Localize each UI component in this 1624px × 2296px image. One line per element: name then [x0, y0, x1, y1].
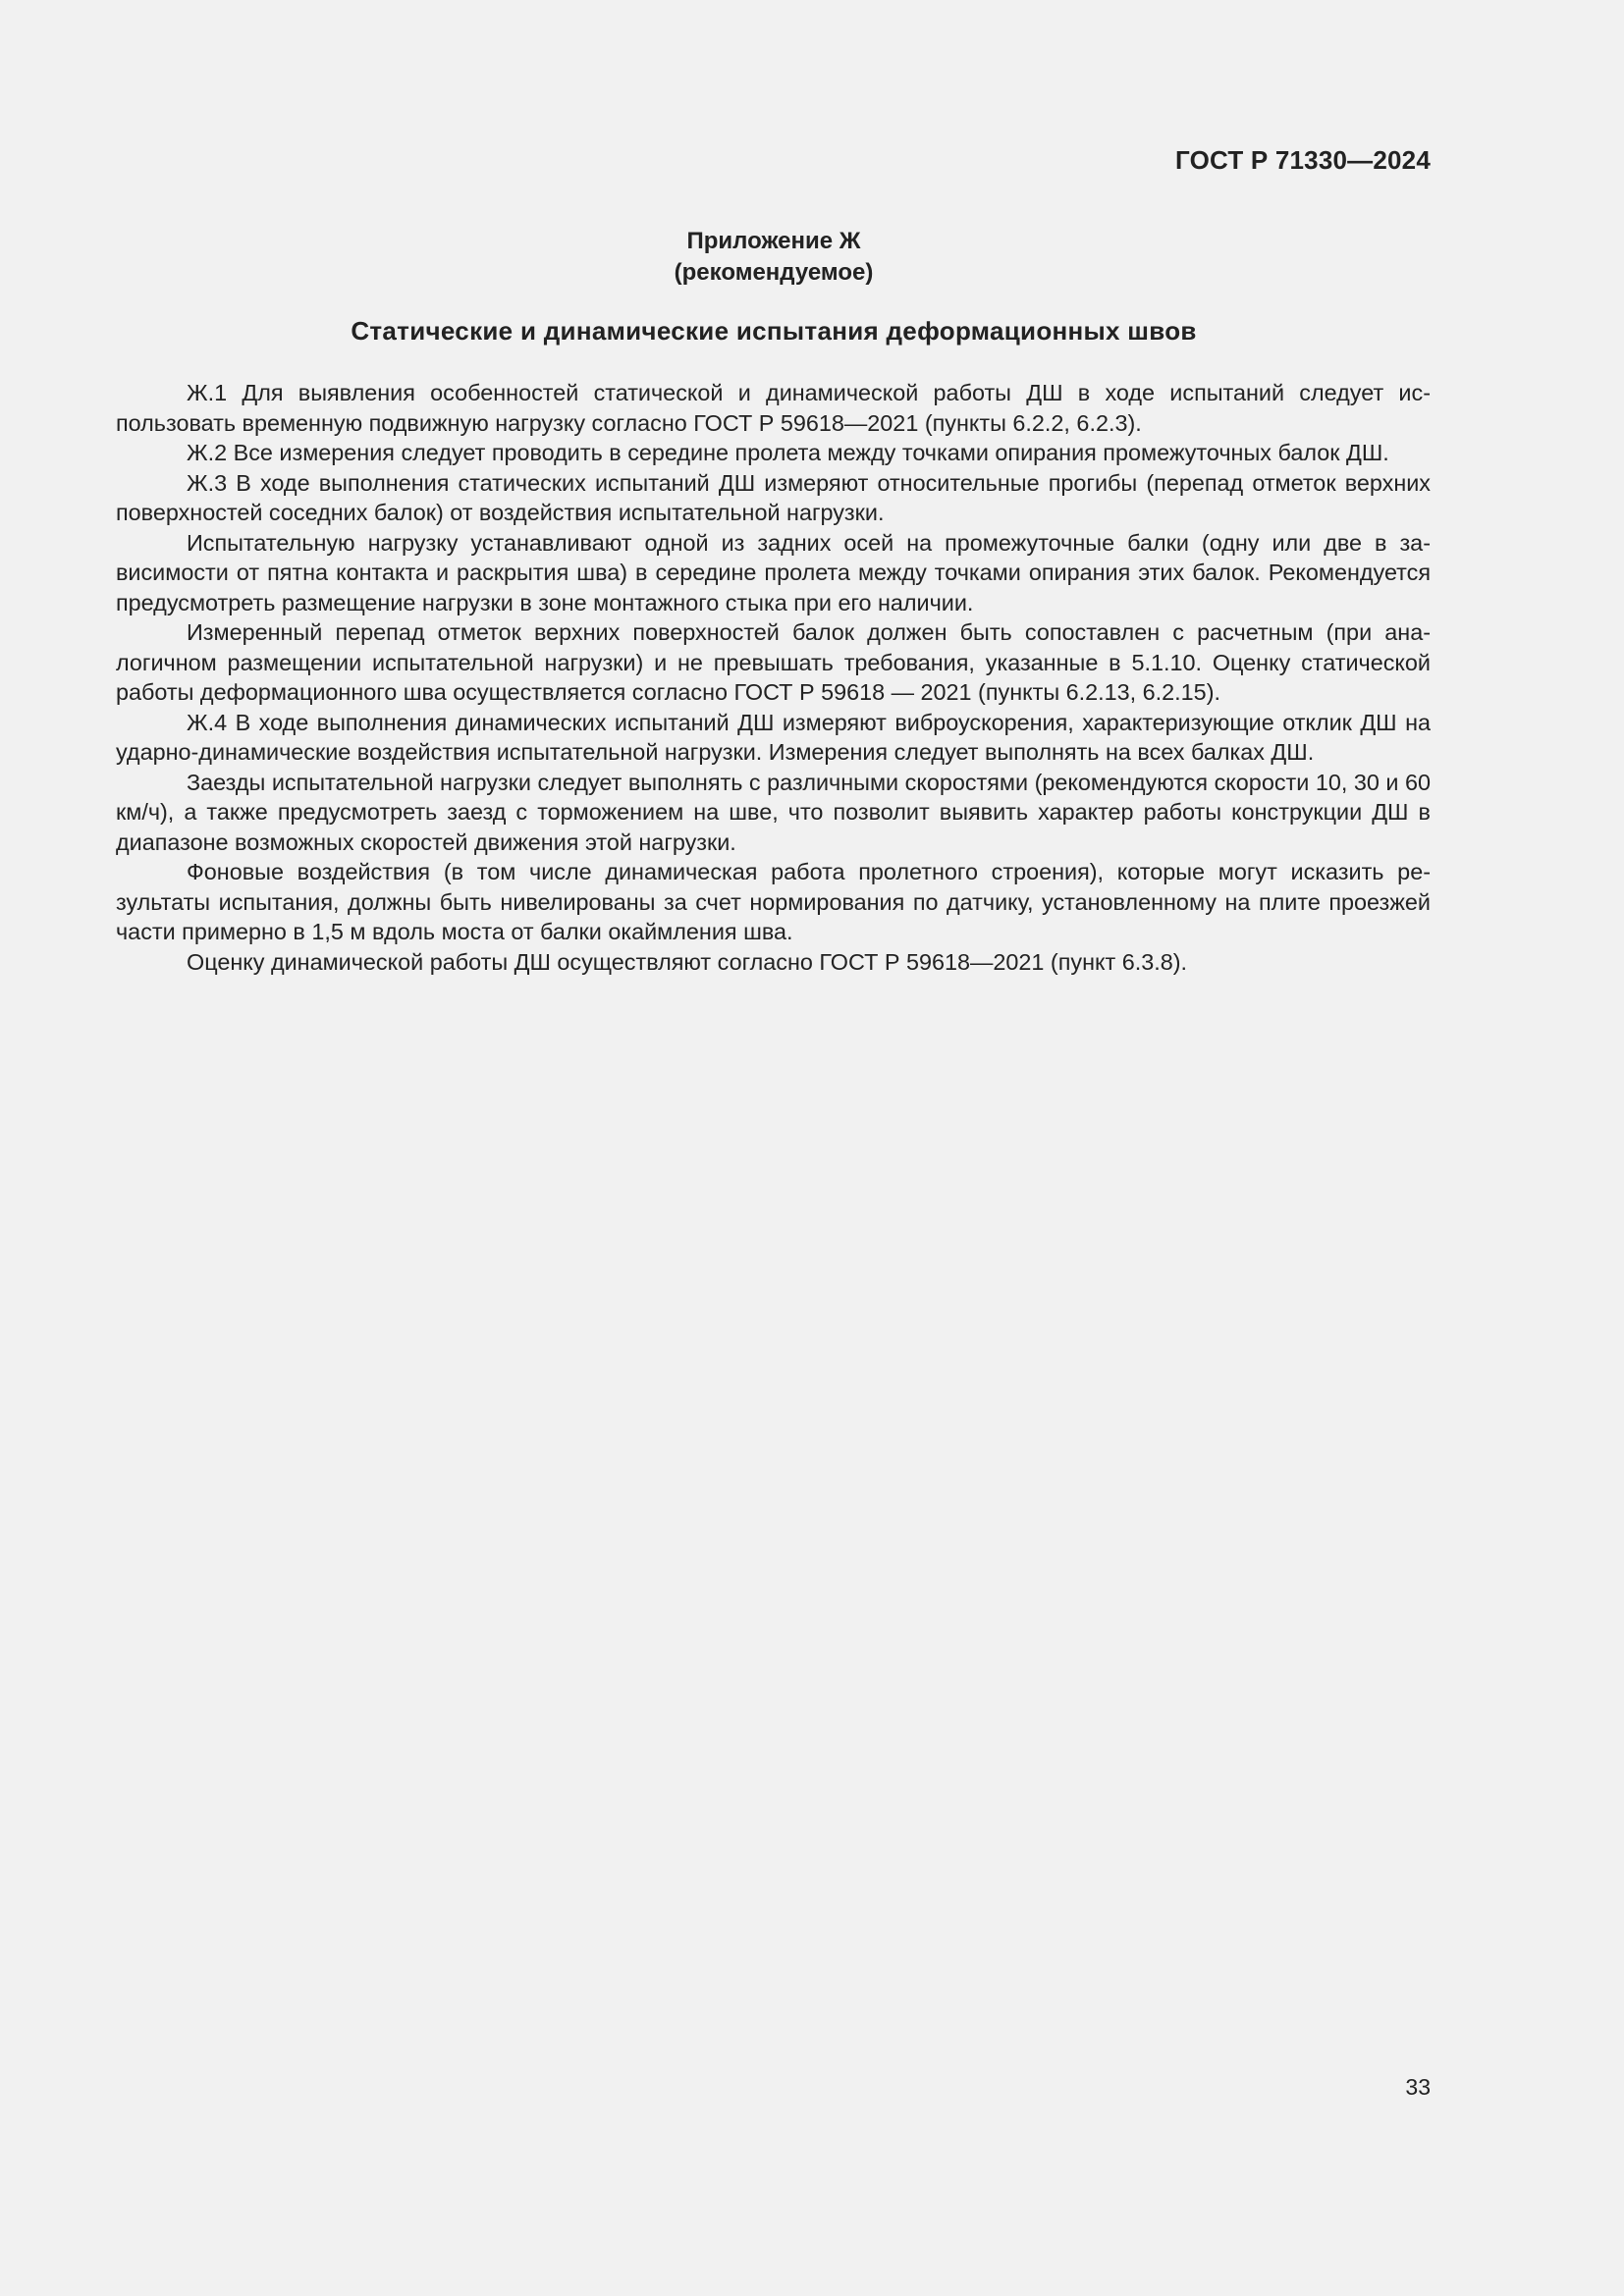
paragraph-zh3: Ж.3 В ходе выполнения статических испытаний ДШ измеряют относительные прогибы (перепад отметок верхних поверхностей соседних балок) от воздействия испытательной нагрузки. — [116, 469, 1431, 525]
appendix-title: Приложение Ж — [686, 228, 861, 254]
paragraph-load-runs: Заезды испытательной нагрузки следует выполнять с различными скоростями (рекомендуются скорости 10, 30 и 60 км/ч), а также предусмотреть заезд с торможением на шве, что позволит выявить характер работы конструкции ДШ в диапазоне возможных скоростей движения этой нагрузки. — [116, 769, 1431, 855]
paragraph-load-placement: Испытательную нагрузку устанавливают одной из задних осей на промежуточные балки (одну или две в зависимости от пятна контакта и раскрытия шва) в середине пролета между точками опирания этих балок. Рекомендуется предусмотреть размещение нагрузки в зоне монтажного стыка при его наличии. — [116, 529, 1431, 615]
appendix-status: (рекомендуемое) — [674, 259, 874, 286]
paragraph-dynamic-evaluation: Оценку динамической работы ДШ осуществляют согласно ГОСТ Р 59618—2021 (пункт 6.3.8). — [187, 948, 1188, 975]
appendix-heading — [577, 226, 970, 289]
document-code: ГОСТ Р 71330—2024 — [1175, 145, 1431, 175]
paragraph-static-evaluation: Измеренный перепад отметок верхних поверхностей балок должен быть сопоставлен с расчетным (при аналогичном размещении испытательной нагрузки) и не превышать требования, указанные в 5.1.10. Оценку статической работы деформационного шва осуществляется согласно ГОСТ Р 59618 — 2021 (пункты 6.2.13, 6.2.15). — [116, 619, 1431, 705]
body-text — [116, 378, 1431, 977]
paragraph-zh1: Ж.1 Для выявления особенностей статической и динамической работы ДШ в ходе испытаний следует использовать временную подвижную нагрузку согласно ГОСТ Р 59618—2021 (пункты 6.2.2, 6.2.3). — [116, 380, 1431, 436]
paragraph-zh4: Ж.4 В ходе выполнения динамических испытаний ДШ измеряют виброускорения, характеризующие отклик ДШ на ударно-динамические воздействия испытательной нагрузки. Измерения следует выполнять на всех балках ДШ. — [116, 709, 1431, 765]
section-title: Статические и динамические испытания деформационных швов — [351, 316, 1197, 346]
paragraph-zh2: Ж.2 Все измерения следует проводить в середине пролета между точками опирания промежуточных балок ДШ. — [187, 440, 1389, 465]
paragraph-background-effects: Фоновые воздействия (в том числе динамическая работа пролетного строения), которые могут исказить результаты испытания, должны быть нивелированы за счет нормирования по датчику, установленному на плите проезжей части примерно в 1,5 м вдоль моста от балки окаймления шва. — [116, 859, 1431, 944]
page-number: 33 — [1405, 2074, 1431, 2100]
